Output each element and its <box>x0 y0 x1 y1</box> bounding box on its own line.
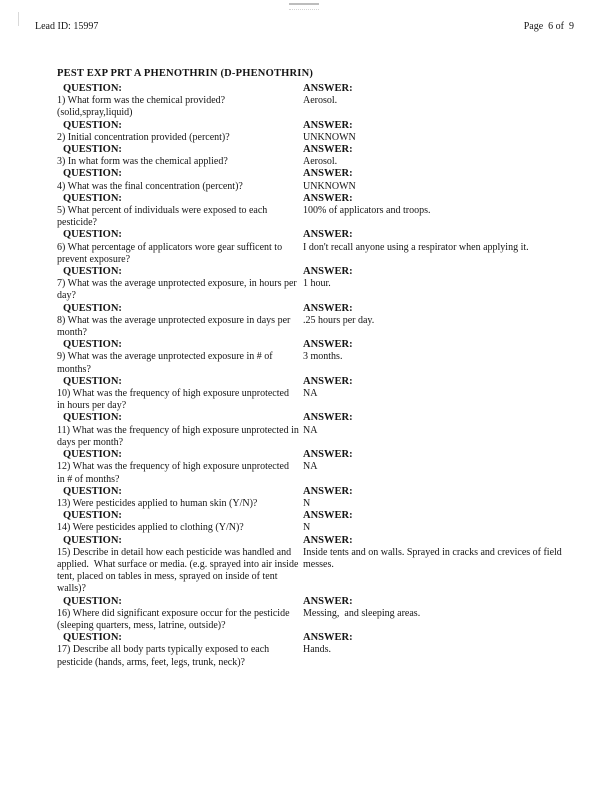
answer-label: ANSWER: <box>303 83 353 94</box>
question-text: 8) What was the average unprotected exposure in days per month? <box>57 314 293 339</box>
answer-label: ANSWER: <box>303 449 353 461</box>
question-column <box>57 632 303 669</box>
document-title: PEST EXP PRT A PHENOTHRIN (D-PHENOTHRIN) <box>57 68 314 79</box>
question-label: QUESTION: <box>63 632 122 644</box>
question-text: 11) What was the frequency of high exposure unprotected in days per month? <box>57 424 302 448</box>
question-text: 6) What percentage of applicators wore gear sufficent to prevent exposure? <box>57 241 285 265</box>
question-label: QUESTION: <box>63 229 122 241</box>
answer-label: ANSWER: <box>303 229 353 241</box>
question-column <box>57 449 303 486</box>
question-label: QUESTION: <box>63 485 122 497</box>
question-label: QUESTION: <box>63 534 122 546</box>
answer-column <box>303 144 573 168</box>
question-text: 17) Describe all body parts typically exposed to each pesticide (hands, arms, feet, legs, trunk, neck)? <box>57 644 272 668</box>
answer-column <box>303 120 573 144</box>
question-text: 15) Describe in detail how each pesticide was handled and applied. What surface or media. (e.g. sprayed into air inside tent, placed on tables in mess, sprayed on inside of tent walls)? <box>57 546 301 595</box>
answer-column <box>303 229 573 253</box>
question-label: QUESTION: <box>63 339 122 351</box>
question-text: 5) What percent of individuals were exposed to each pesticide? <box>57 205 270 229</box>
qa-list <box>57 83 573 669</box>
question-column <box>57 596 303 633</box>
question-column <box>57 144 303 168</box>
answer-label: ANSWER: <box>303 375 353 387</box>
question-text: 1) What form was the chemical provided?(solid,spray,liquid) <box>57 95 226 119</box>
qa-row <box>57 193 573 230</box>
answer-label: ANSWER: <box>303 510 353 522</box>
page-header <box>35 21 574 33</box>
question-text: 2) Initial concentration provided (percent)? <box>57 131 230 143</box>
qa-row <box>57 449 573 486</box>
qa-row <box>57 596 573 633</box>
question-column <box>57 339 303 376</box>
question-text: 16) Where did significant exposure occur for the pesticide (sleeping quarters, mess, latrine, outside)? <box>57 607 293 631</box>
answer-text: NA <box>303 461 318 473</box>
lead-id-text: Lead ID: 15997 <box>35 21 99 32</box>
page-number-text: Page 6 of 9 <box>523 21 574 32</box>
question-label: QUESTION: <box>63 412 122 424</box>
question-label: QUESTION: <box>63 375 122 387</box>
answer-text: 3 months. <box>303 351 343 363</box>
question-column <box>57 303 303 340</box>
qa-row <box>57 412 573 449</box>
question-column <box>57 510 303 534</box>
answer-text: Messing, and sleeping areas. <box>303 607 421 619</box>
answer-label: ANSWER: <box>303 168 353 180</box>
answer-text: Inside tents and on walls. Sprayed in cracks and crevices of field messes. <box>303 546 565 570</box>
answer-column <box>303 376 573 400</box>
qa-row <box>57 303 573 340</box>
qa-row <box>57 168 573 192</box>
qa-row <box>57 486 573 510</box>
answer-text: NA <box>303 424 318 436</box>
answer-text: NA <box>303 388 318 400</box>
question-label: QUESTION: <box>63 266 122 278</box>
question-column <box>57 412 303 449</box>
answer-column <box>303 486 573 510</box>
question-column <box>57 193 303 230</box>
question-column <box>57 535 303 596</box>
answer-column <box>303 412 573 436</box>
question-text: 12) What was the frequency of high exposure unprotected in # of months? <box>57 461 292 485</box>
question-text: 14) Were pesticides applied to clothing (Y/N)? <box>57 522 244 534</box>
question-label: QUESTION: <box>63 302 122 314</box>
answer-text: .25 hours per day. <box>303 314 375 326</box>
answer-text: Aerosol. <box>303 156 338 168</box>
answer-text: 100% of applicators and troops. <box>303 205 431 217</box>
answer-column <box>303 168 573 192</box>
answer-column <box>303 339 573 363</box>
scan-artifact <box>289 3 319 10</box>
qa-row <box>57 376 573 413</box>
answer-text: N <box>303 522 311 534</box>
answer-label: ANSWER: <box>303 119 353 131</box>
answer-label: ANSWER: <box>303 412 353 424</box>
qa-row <box>57 632 573 669</box>
answer-column <box>303 596 573 620</box>
qa-row <box>57 144 573 168</box>
question-text: 4) What was the final concentration (percent)? <box>57 180 243 192</box>
question-column <box>57 229 303 266</box>
answer-text: UNKNOWN <box>303 180 356 192</box>
question-column <box>57 376 303 413</box>
qa-row <box>57 83 573 120</box>
answer-column <box>303 632 573 656</box>
qa-row <box>57 266 573 303</box>
qa-row <box>57 535 573 596</box>
qa-row <box>57 339 573 376</box>
answer-text: I don't recall anyone using a respirator when applying it. <box>303 241 529 253</box>
question-label: QUESTION: <box>63 119 122 131</box>
question-label: QUESTION: <box>63 168 122 180</box>
question-column <box>57 486 303 510</box>
question-column <box>57 266 303 303</box>
scan-edge-mark <box>18 12 19 26</box>
answer-column <box>303 510 573 534</box>
question-text: 10) What was the frequency of high exposure unprotected in hours per day? <box>57 388 292 412</box>
question-column <box>57 120 303 144</box>
answer-column <box>303 83 573 107</box>
answer-label: ANSWER: <box>303 485 353 497</box>
answer-text: UNKNOWN <box>303 131 356 143</box>
answer-text: Hands. <box>303 644 332 656</box>
question-label: QUESTION: <box>63 192 122 204</box>
answer-label: ANSWER: <box>303 302 353 314</box>
question-label: QUESTION: <box>63 595 122 607</box>
answer-column <box>303 449 573 473</box>
answer-label: ANSWER: <box>303 266 353 278</box>
answer-text: N <box>303 497 311 509</box>
answer-text: Aerosol. <box>303 95 338 107</box>
answer-text: 1 hour. <box>303 278 331 290</box>
answer-column <box>303 266 573 290</box>
document-content <box>57 67 573 669</box>
qa-row <box>57 229 573 266</box>
question-text: 3) In what form was the chemical applied? <box>57 156 228 168</box>
answer-label: ANSWER: <box>303 632 353 644</box>
question-text: 13) Were pesticides applied to human skin (Y/N)? <box>57 497 258 509</box>
qa-row <box>57 510 573 534</box>
question-column <box>57 168 303 192</box>
answer-column <box>303 193 573 217</box>
answer-column <box>303 535 573 572</box>
answer-column <box>303 303 573 327</box>
question-text: 9) What was the average unprotected exposure in # of months? <box>57 351 276 375</box>
answer-label: ANSWER: <box>303 192 353 204</box>
answer-label: ANSWER: <box>303 339 353 351</box>
answer-label: ANSWER: <box>303 595 353 607</box>
question-label: QUESTION: <box>63 449 122 461</box>
question-label: QUESTION: <box>63 83 122 94</box>
question-label: QUESTION: <box>63 510 122 522</box>
qa-row <box>57 120 573 144</box>
answer-label: ANSWER: <box>303 144 353 156</box>
question-text: 7) What was the average unprotected exposure, in hours per day? <box>57 278 300 302</box>
answer-label: ANSWER: <box>303 534 353 546</box>
question-column <box>57 83 303 120</box>
question-label: QUESTION: <box>63 144 122 156</box>
